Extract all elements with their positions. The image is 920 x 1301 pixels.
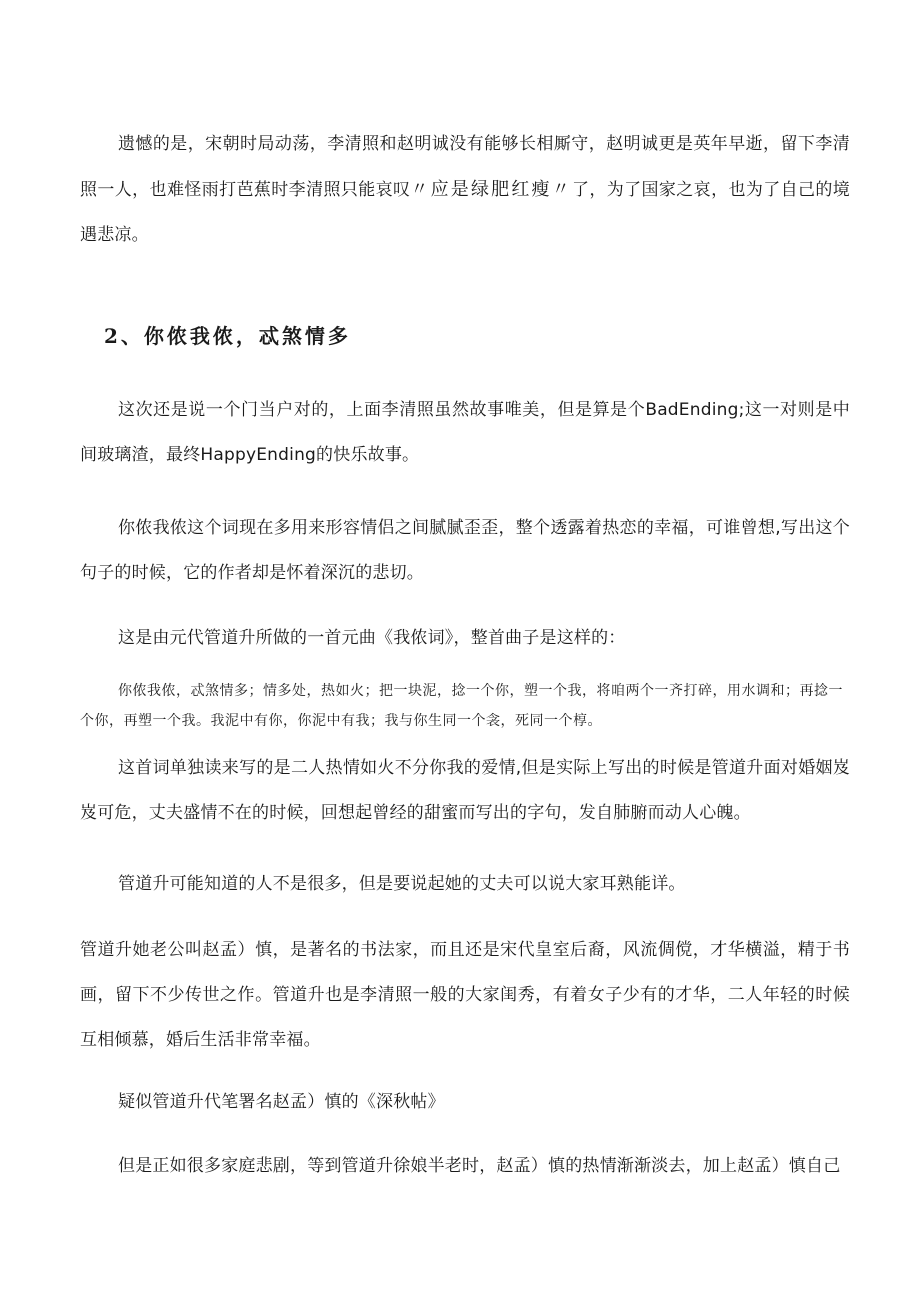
paragraph-text-end: 了，为了国家之哀，也为了自己的境遇悲凉。 [80,180,851,245]
paragraph-family-tragedy: 但是正如很多家庭悲剧，等到管道升徐娘半老时，赵孟）慎的热情渐渐淡去，加上赵孟）慎自己 [118,1156,841,1176]
paragraph-poem-meaning: 这首词单独读来写的是二人热情如火不分你我的爱情,但是实际上写出的时候是管道升面对婚姻岌岌可危，丈夫盛情不在的时候，回想起曾经的甜蜜而写出的字句，发自肺腑而动人心魄。 [80,758,850,823]
paragraph-text: 遗憾的是，宋朝时局动荡，李清照和赵明诚没有能够长相厮守，赵明诚更是英年早逝，留下李清照一人，也难怪雨打芭蕉时李清照只能哀叹 [80,134,850,200]
image-caption-shenqiu-tie: 疑似管道升代笔署名赵孟）慎的《深秋帖》 [118,1092,445,1112]
quote-lvfei-hongshou: 〃应是绿肥红瘦〃 [410,179,572,200]
paragraph-husband-intro: 管道升可能知道的人不是很多，但是要说起她的丈夫可以说大家耳熟能详。 [118,874,686,894]
paragraph-li-qingzhao-regret [80,122,850,258]
paragraph-wo-nong-ci-intro: 这是由元代管道升所做的一首元曲《我侬词》，整首曲子是这样的： [118,628,626,648]
paragraph-zhao-mengfu: 管道升她老公叫赵孟）慎，是著名的书法家，而且还是宋代皇室后裔，风流倜傥，才华横溢，精于书画，留下不少传世之作。管道升也是李清照一般的大家闺秀，有着女子少有的才华，二人年轻的时候互相倾慕，婚后生活非常幸福。 [80,940,850,1050]
paragraph-ni-nong-wo-nong: 你侬我侬这个词现在多用来形容情侣之间腻腻歪歪，整个透露着热恋的幸福，可谁曾想,写出这个句子的时候，它的作者却是怀着深沉的悲切。 [80,518,850,583]
section-heading: 2、你侬我侬，忒煞情多 [104,324,351,348]
paragraph-intro-happy-ending: 这次还是说一个门当户对的，上面李清照虽然故事唯美，但是算是个BadEnding;这一对则是中间玻璃渣，最终HappyEnding的快乐故事。 [80,400,850,465]
poem-wo-nong-ci: 你侬我侬，忒煞情多；情多处，热如火；把一块泥，捻一个你，塑一个我，将咱两个一齐打碎，用水调和；再捻一个你，再塑一个我。我泥中有你，你泥中有我；我与你生同一个衾，死同一个椁。 [80,683,843,729]
